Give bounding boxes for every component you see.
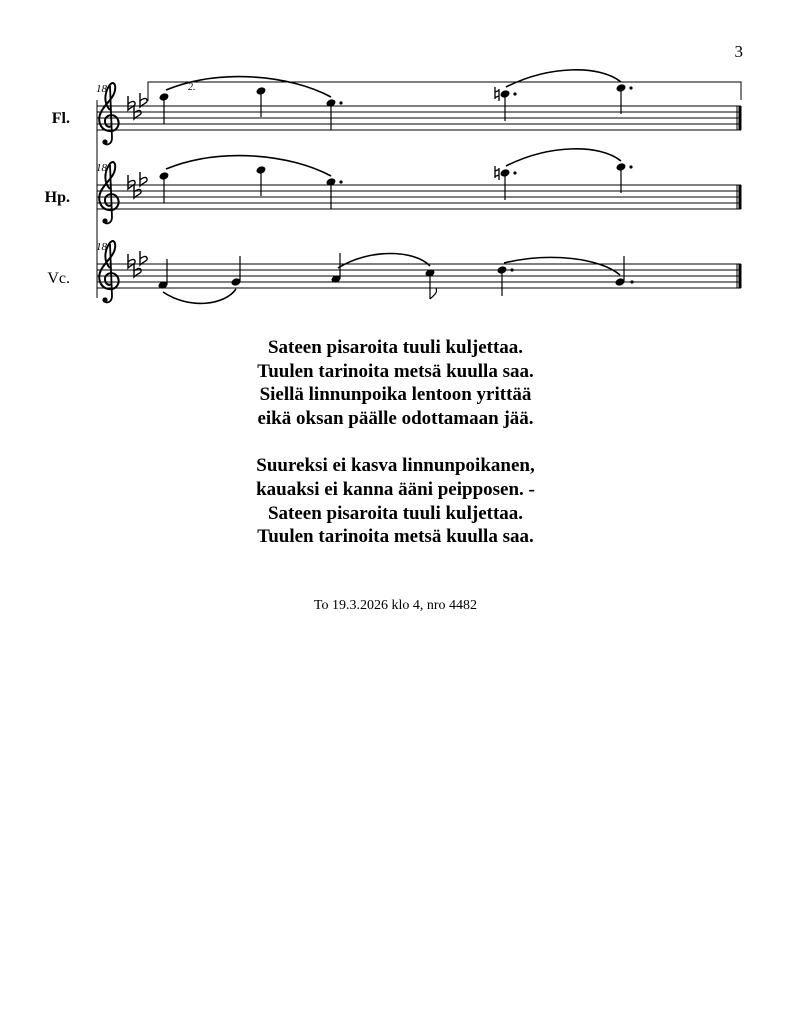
lyric-line: eikä oksan päälle odottamaan jää. xyxy=(257,407,534,429)
stanza-2 xyxy=(0,454,791,548)
instrument-label-cello: Vc. xyxy=(47,270,70,287)
score-system xyxy=(0,0,791,320)
cello-staff xyxy=(97,241,741,303)
lyric-line: Tuulen tarinoita metsä kuulla saa. xyxy=(257,526,534,548)
footer-date: To 19.3.2026 klo 4, nro 4482 xyxy=(313,598,478,613)
lyric-line: Tuulen tarinoita metsä kuulla saa. xyxy=(257,360,534,382)
harp-staff xyxy=(97,149,741,224)
measure-number-cello: 18 xyxy=(96,241,107,253)
measure-number-flute: 18 xyxy=(96,83,107,95)
page-number: 3 xyxy=(734,42,743,61)
lyric-line: kauaksi ei kanna ääni peipposen. - xyxy=(256,478,535,500)
stanza-1 xyxy=(0,336,791,430)
instrument-label-flute: Fl. xyxy=(51,110,70,127)
measure-number-harp: 18 xyxy=(96,162,107,174)
lyric-line: Sateen pisaroita tuuli kuljettaa. xyxy=(267,502,524,524)
lyric-line: Siellä linnunpoika lentoon yrittää xyxy=(259,384,532,406)
lyrics xyxy=(0,336,791,573)
lyric-line: Suureksi ei kasva linnunpoikanen, xyxy=(256,455,535,477)
lyric-line: Sateen pisaroita tuuli kuljettaa. xyxy=(267,337,524,358)
instrument-label-harp: Hp. xyxy=(44,189,70,206)
flute-staff xyxy=(97,70,741,145)
volta-label: 2. xyxy=(188,82,196,93)
